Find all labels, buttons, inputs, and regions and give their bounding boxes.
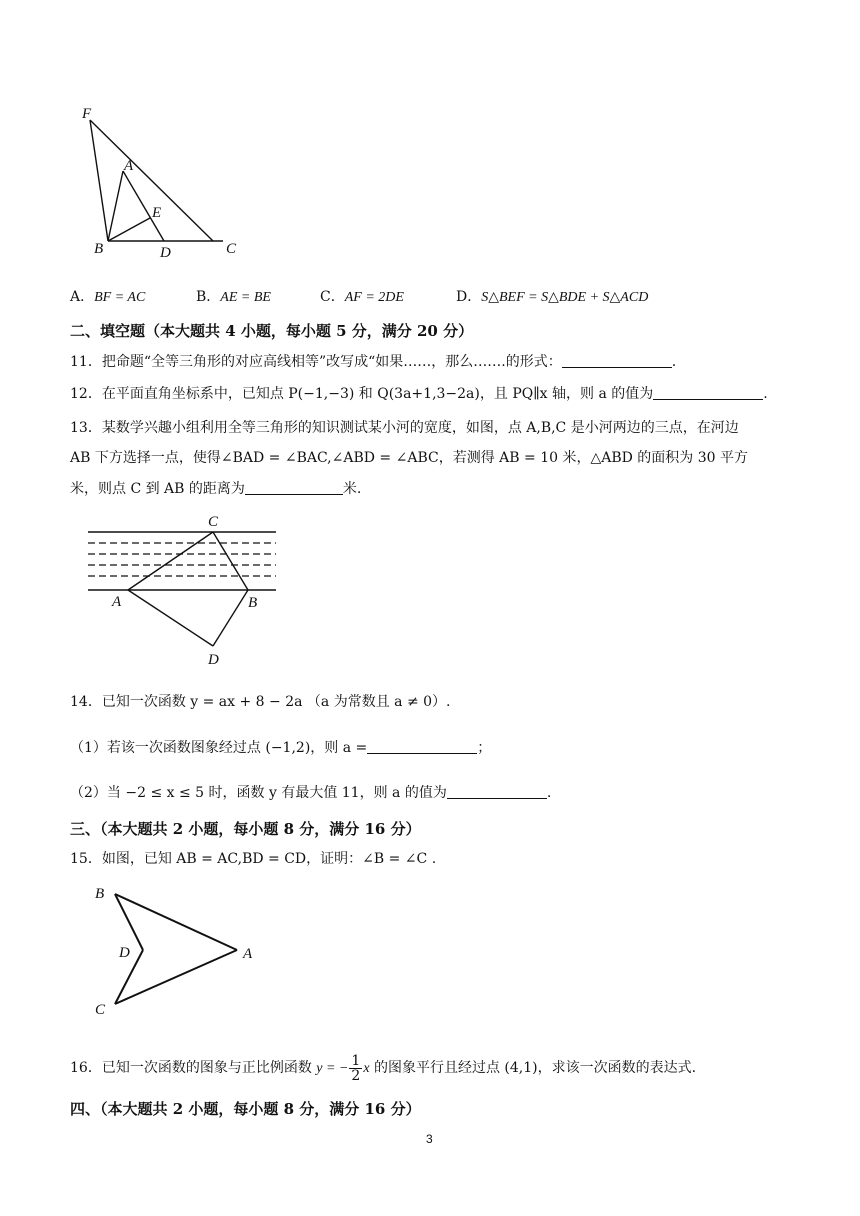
segment-cb bbox=[213, 532, 248, 590]
question-13-line-3: 米，则点 C 到 AB 的距离为 米. bbox=[70, 481, 362, 497]
segment-ba bbox=[108, 171, 123, 241]
segment-be bbox=[108, 218, 150, 241]
question-12: 12．在平面直角坐标系中，已知点 P(−1,−3) 和 Q(3a+1,3−2a)，且 PQ∥x 轴，则 a 的值为 . bbox=[70, 386, 768, 402]
question-14-part-2: （2）当 −2 ≤ x ≤ 5 时，函数 y 有最大值 11，则 a 的值为 . bbox=[70, 785, 552, 801]
option-c: C．AF = 2DE bbox=[320, 289, 404, 305]
fraction-one-half: $\frac{1}{2}$ bbox=[351, 1052, 361, 1084]
segment-bd-arrow bbox=[115, 894, 143, 950]
answer-blank-13[interactable] bbox=[245, 480, 343, 495]
segment-fc bbox=[90, 120, 213, 241]
figure-arrowhead bbox=[85, 878, 270, 1023]
option-b: B．AE = BE bbox=[196, 289, 271, 305]
segment-ca-arrow bbox=[115, 950, 237, 1004]
label-f: F bbox=[82, 106, 92, 122]
question-13-line-2: AB 下方选择一点，使得∠BAD = ∠BAC,∠ABD = ∠ABC，若测得 AB = 10 米，△ABD 的面积为 30 平方 bbox=[70, 450, 749, 466]
segment-ba-arrow bbox=[115, 894, 237, 950]
label-a: A bbox=[124, 158, 134, 174]
label-e: E bbox=[152, 205, 162, 221]
label-c-river: C bbox=[208, 514, 219, 530]
segment-fb bbox=[90, 120, 108, 241]
label-b: B bbox=[94, 241, 104, 257]
label-d-river: D bbox=[208, 652, 219, 668]
label-c: C bbox=[226, 241, 237, 257]
label-a-arrow: A bbox=[243, 946, 253, 962]
answer-blank-14-2[interactable] bbox=[447, 784, 547, 799]
label-d: D bbox=[160, 245, 171, 261]
option-a: A．BF = AC bbox=[70, 289, 146, 305]
question-14-stem: 14．已知一次函数 y = ax + 8 − 2a （a 为常数且 a ≠ 0）. bbox=[70, 694, 451, 710]
label-b-arrow: B bbox=[95, 886, 105, 902]
question-11: 11．把命题“全等三角形的对应高线相等”改写成“如果……，那么…….的形式： . bbox=[70, 354, 677, 370]
question-16: 16．已知一次函数的图象与正比例函数 y = − $\frac{1}{2}$ x 的图象平行且经过点 (4,1)，求该一次函数的表达式. bbox=[70, 1052, 697, 1084]
label-b-river: B bbox=[248, 595, 258, 611]
answer-blank-11[interactable] bbox=[562, 353, 672, 368]
answer-blank-12[interactable] bbox=[653, 385, 763, 400]
segment-ad-river bbox=[128, 590, 213, 646]
label-d-arrow: D bbox=[119, 945, 130, 961]
section-3-heading: 三、（本大题共 2 小题，每小题 8 分，满分 16 分） bbox=[70, 820, 421, 838]
option-d: D．S△BEF = S△BDE + S△ACD bbox=[456, 289, 649, 305]
section-4-heading: 四、（本大题共 2 小题，每小题 8 分，满分 16 分） bbox=[70, 1100, 421, 1118]
figure-triangle-fbc bbox=[70, 100, 260, 265]
label-a-river: A bbox=[112, 594, 122, 610]
section-2-heading: 二、填空题（本大题共 4 小题，每小题 5 分，满分 20 分） bbox=[70, 322, 474, 340]
answer-blank-14-1[interactable] bbox=[367, 739, 477, 754]
figure-river bbox=[80, 510, 290, 670]
label-c-arrow: C bbox=[95, 1002, 106, 1018]
question-14-part-1: （1）若该一次函数图象经过点 (−1,2)，则 a = ； bbox=[70, 740, 492, 756]
question-15: 15．如图，已知 AB = AC,BD = CD，证明：∠B = ∠C . bbox=[70, 851, 437, 867]
question-13-line-1: 13．某数学兴趣小组利用全等三角形的知识测试某小河的宽度，如图，点 A,B,C 是小河两边的三点，在河边 bbox=[70, 420, 739, 436]
segment-bd-river bbox=[213, 590, 248, 646]
page-number: 3 bbox=[426, 1132, 433, 1146]
segment-ac bbox=[128, 532, 213, 590]
